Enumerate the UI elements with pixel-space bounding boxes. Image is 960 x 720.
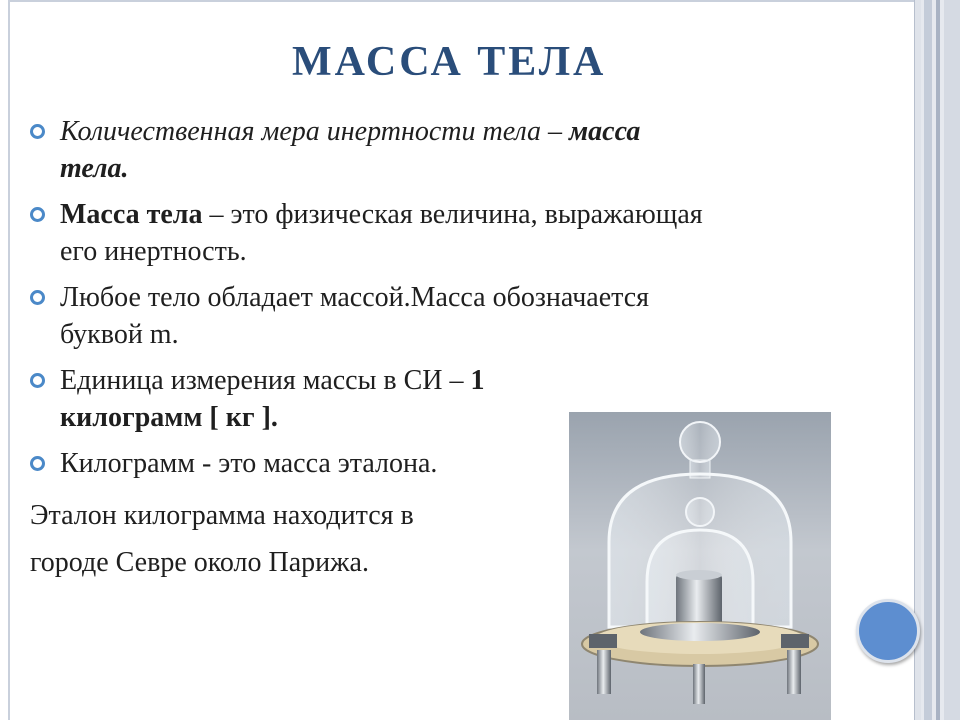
decorative-right-stripes: [914, 0, 960, 720]
frame-left-border: [8, 0, 10, 720]
bullet-circle-icon: [30, 456, 45, 471]
kilogram-prototype-photo: [569, 412, 831, 720]
bullet-text-bold: 1: [470, 365, 485, 396]
bullet-text: Единица измерения массы в СИ –: [60, 365, 471, 396]
plain-text-line: Эталон килограмма находится в: [30, 500, 414, 531]
bullet-circle-icon: [30, 290, 45, 305]
bullet-item: [30, 279, 910, 353]
bullet-text: его инертность.: [60, 236, 247, 267]
bell-jar-illustration: [569, 412, 831, 720]
bullet-item: [30, 113, 910, 187]
plain-text-line: городе Севре около Парижа.: [30, 547, 369, 578]
bullet-item: [30, 196, 910, 270]
frame-top-border: [8, 0, 920, 2]
bullet-text: буквой m.: [60, 319, 179, 350]
bullet-circle-icon: [30, 373, 45, 388]
bullet-text-bold: Масса тела: [60, 199, 203, 230]
bullet-text-bold: масса: [569, 116, 641, 147]
bullet-text: – это физическая величина, выражающая: [202, 199, 703, 230]
bullet-text-bold: тела.: [60, 153, 129, 184]
bullet-text-bold: килограмм [ кг ].: [60, 402, 278, 433]
bullet-circle-icon: [30, 124, 45, 139]
bullet-circle-icon: [30, 207, 45, 222]
bullet-text: Килограмм - это масса эталона.: [60, 448, 438, 479]
slide-title: МАССА ТЕЛА: [292, 39, 607, 85]
slide-nav-button[interactable]: [856, 599, 920, 663]
bullet-text: Количественная мера инертности тела –: [60, 116, 569, 147]
bullet-text: Любое тело обладает массой.Масса обозначается: [60, 282, 650, 313]
